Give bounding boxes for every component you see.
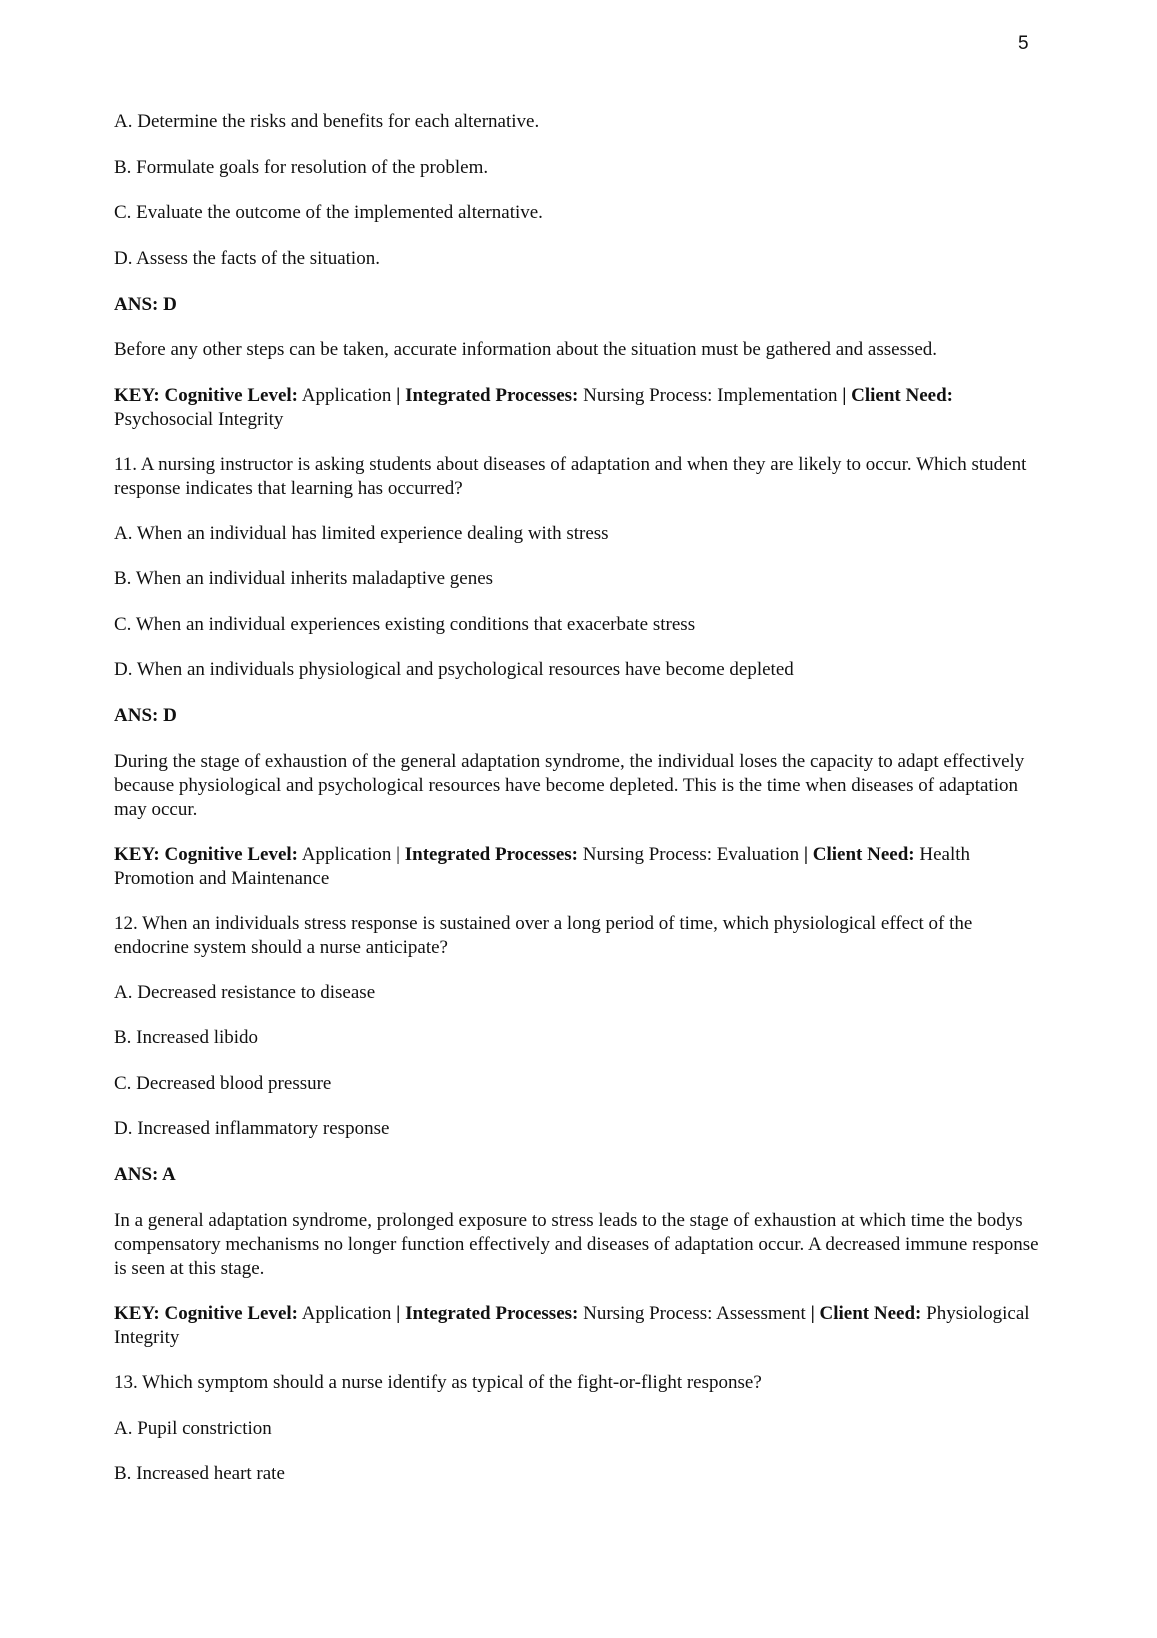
q11-key	[114, 843, 1044, 891]
q10-rationale: Before any other steps can be taken, accurate information about the situation must be gathered and assessed.	[114, 339, 938, 360]
q10-option-c: C. Evaluate the outcome of the implemented alternative.	[114, 202, 543, 223]
q12-option-b: B. Increased libido	[114, 1027, 259, 1048]
q13-option-b: B. Increased heart rate	[114, 1463, 285, 1484]
page-number: 5	[1018, 33, 1029, 54]
integrated-processes: Nursing Process: Evaluation	[582, 844, 800, 865]
cognitive-level: Application	[301, 1303, 392, 1324]
q12-stem: 12. When an individuals stress response is sustained over a long period of time, which physiological effect of the endocrine system should a nurse anticipate?	[114, 913, 973, 958]
cognitive-level: Application	[301, 385, 392, 406]
client-need-label: Client Need:	[819, 1303, 922, 1324]
processes-label: Integrated Processes:	[405, 385, 579, 406]
client-need-label: Client Need:	[812, 844, 915, 865]
q11-option-c: C. When an individual experiences existing conditions that exacerbate stress	[114, 614, 696, 635]
q11-rationale: During the stage of exhaustion of the general adaptation syndrome, the individual loses the capacity to adapt effectively because physiological and psychological resources have become depleted. This is the time when diseases of adaptation may occur.	[114, 751, 1025, 820]
q11-option-b: B. When an individual inherits maladaptive genes	[114, 568, 494, 589]
q12-answer: ANS: A	[114, 1164, 176, 1185]
q10-option-d: D. Assess the facts of the situation.	[114, 248, 380, 269]
q10-key	[114, 384, 1044, 432]
key-label: KEY: Cognitive Level:	[114, 844, 299, 865]
q11-stem: 11. A nursing instructor is asking students about diseases of adaptation and when they are likely to occur. Which student response indicates that learning has occurred?	[114, 454, 1027, 499]
q12-option-d: D. Increased inflammatory response	[114, 1118, 390, 1139]
q10-option-a: A. Determine the risks and benefits for each alternative.	[114, 111, 540, 132]
processes-label: Integrated Processes:	[404, 844, 578, 865]
q10-answer: ANS: D	[114, 294, 177, 315]
client-need: Psychosocial Integrity	[114, 409, 284, 430]
q11-option-d: D. When an individuals physiological and psychological resources have become depleted	[114, 659, 794, 680]
key-label: KEY: Cognitive Level:	[114, 385, 299, 406]
separator: |	[396, 844, 400, 865]
q11-option-a: A. When an individual has limited experience dealing with stress	[114, 523, 609, 544]
cognitive-level: Application	[301, 844, 392, 865]
integrated-processes: Nursing Process: Implementation	[583, 385, 838, 406]
q12-option-c: C. Decreased blood pressure	[114, 1073, 332, 1094]
q12-key	[114, 1302, 1044, 1350]
integrated-processes: Nursing Process: Assessment	[583, 1303, 806, 1324]
client-need: Physiological Integrity	[114, 1303, 1030, 1348]
key-label: KEY: Cognitive Level:	[114, 1303, 299, 1324]
q10-option-b: B. Formulate goals for resolution of the problem.	[114, 157, 489, 178]
q11-answer: ANS: D	[114, 705, 177, 726]
q12-rationale: In a general adaptation syndrome, prolonged exposure to stress leads to the stage of exhaustion at which time the bodys compensatory mechanisms no longer function effectively and diseases of adaptation occur. A decreased immune response is seen at this stage.	[114, 1210, 1039, 1279]
q13-option-a: A. Pupil constriction	[114, 1418, 272, 1439]
processes-label: Integrated Processes:	[405, 1303, 579, 1324]
separator: |	[842, 385, 847, 406]
client-need: Health Promotion and Maintenance	[114, 844, 971, 889]
q13-stem: 13. Which symptom should a nurse identify as typical of the fight-or-flight response?	[114, 1372, 762, 1393]
separator: |	[396, 1303, 401, 1324]
separator: |	[810, 1303, 815, 1324]
q12-option-a: A. Decreased resistance to disease	[114, 982, 376, 1003]
separator: |	[803, 844, 809, 865]
client-need-label: Client Need:	[851, 385, 953, 406]
separator: |	[396, 385, 401, 406]
